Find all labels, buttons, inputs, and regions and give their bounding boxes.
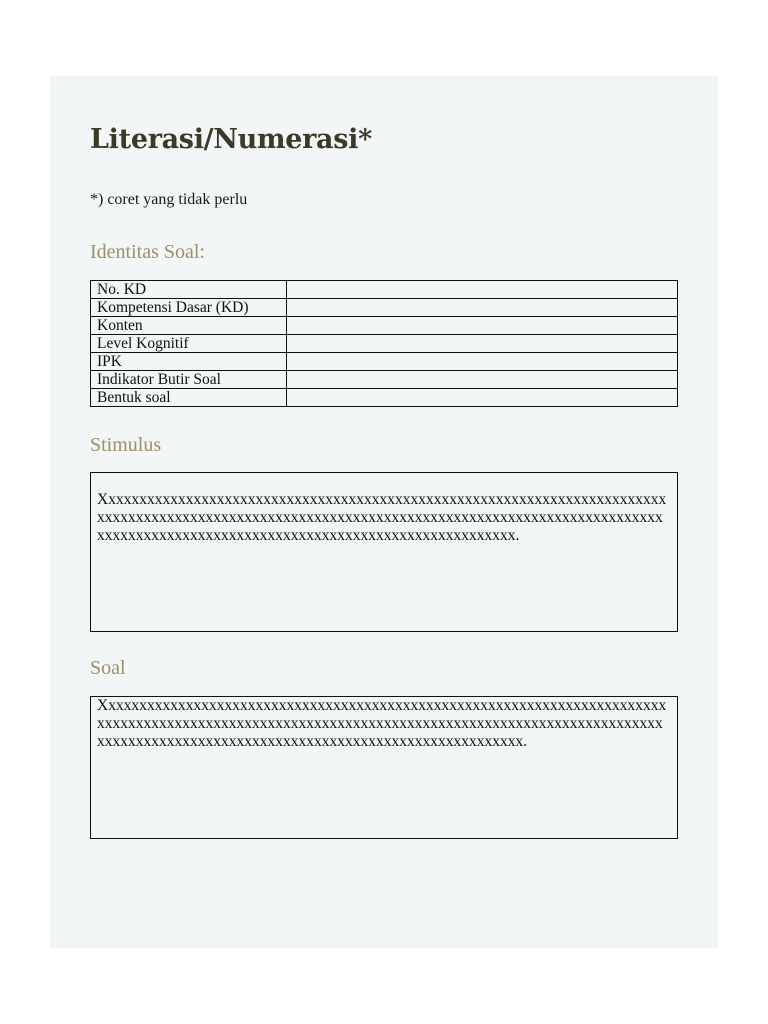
soal-text: Xxxxxxxxxxxxxxxxxxxxxxxxxxxxxxxxxxxxxxxxxxxxxxxxxxxxxxxxxxxxxxxxxxxxxxxxxxxxxxxxxxxxxxxxxxxxxxxxxxxxxxxxxxxxxxxxxxxxxxxxxxxxxxxxxxxxxxxxxxxxxxxxxxxxxxxxxxxxxxxxxxxxxxxxxxxxxxxxxxxxxxxxxxxxxxxxxxxxxxxxx. [97, 697, 667, 750]
row-value[interactable] [287, 371, 678, 389]
row-value[interactable] [287, 389, 678, 407]
row-label: Konten [91, 317, 287, 335]
stimulus-text: Xxxxxxxxxxxxxxxxxxxxxxxxxxxxxxxxxxxxxxxxxxxxxxxxxxxxxxxxxxxxxxxxxxxxxxxxxxxxxxxxxxxxxxxxxxxxxxxxxxxxxxxxxxxxxxxxxxxxxxxxxxxxxxxxxxxxxxxxxxxxxxxxxxxxxxxxxxxxxxxxxxxxxxxxxxxxxxxxxxxxxxxxxxxxxxxxxxxxxxxx. [97, 491, 667, 544]
row-value[interactable] [287, 353, 678, 371]
identitas-table [90, 280, 678, 407]
section-heading-identitas: Identitas Soal: [90, 241, 205, 263]
row-label: IPK [91, 353, 287, 371]
row-value[interactable] [287, 335, 678, 353]
stimulus-box[interactable] [90, 472, 678, 632]
table-row [91, 299, 678, 317]
page-title: Literasi/Numerasi* [90, 124, 372, 155]
table-row [91, 335, 678, 353]
section-heading-stimulus: Stimulus [90, 434, 162, 456]
section-heading-soal: Soal [90, 657, 126, 679]
instruction-note: *) coret yang tidak perlu [90, 191, 248, 208]
row-label: No. KD [91, 281, 287, 299]
table-row [91, 371, 678, 389]
row-label: Bentuk soal [91, 389, 287, 407]
soal-box[interactable] [90, 696, 678, 839]
row-value[interactable] [287, 299, 678, 317]
table-row [91, 281, 678, 299]
row-label: Kompetensi Dasar (KD) [91, 299, 287, 317]
table-row [91, 317, 678, 335]
row-label: Level Kognitif [91, 335, 287, 353]
row-value[interactable] [287, 281, 678, 299]
document-page [50, 76, 718, 948]
table-row [91, 353, 678, 371]
row-label: Indikator Butir Soal [91, 371, 287, 389]
table-row [91, 389, 678, 407]
row-value[interactable] [287, 317, 678, 335]
